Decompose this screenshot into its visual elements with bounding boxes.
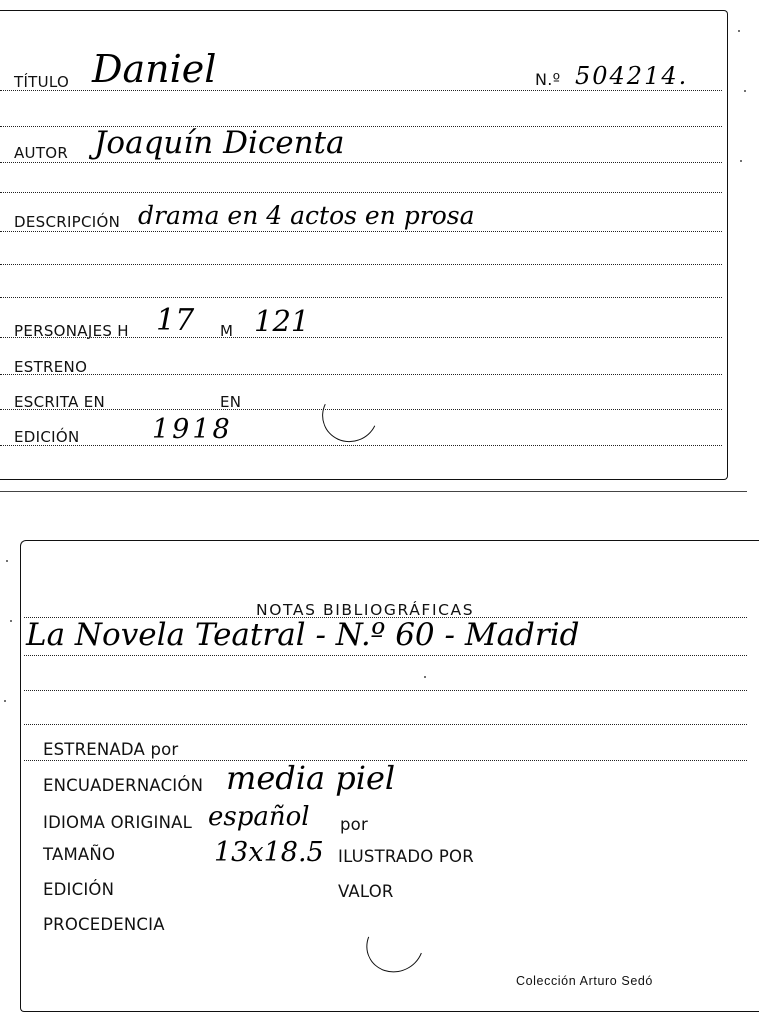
value-notas: La Novela Teatral - N.º 60 - Madrid bbox=[26, 617, 580, 653]
notas-heading: NOTAS BIBLIOGRÁFICAS bbox=[256, 601, 475, 619]
value-numero: 504214. bbox=[575, 62, 689, 90]
label-numero: N.º bbox=[535, 70, 561, 89]
rule bbox=[0, 192, 722, 193]
scan-speck bbox=[4, 700, 6, 702]
label-personajes-m: M bbox=[220, 322, 234, 340]
value-idioma: español bbox=[208, 802, 310, 832]
rule bbox=[0, 162, 722, 163]
scan-speck bbox=[744, 90, 746, 92]
value-edicion: 1918 bbox=[152, 414, 233, 445]
value-encuadernacion: media piel bbox=[226, 759, 396, 797]
value-personajes-m: 121 bbox=[254, 304, 310, 338]
label-ilustrado: ILUSTRADO POR bbox=[338, 847, 474, 866]
scan-speck bbox=[740, 160, 742, 162]
label-procedencia: PROCEDENCIA bbox=[43, 915, 165, 934]
rule bbox=[0, 264, 722, 265]
value-titulo: Daniel bbox=[92, 47, 217, 91]
label-edicion-back: EDICIÓN bbox=[43, 880, 115, 899]
label-edicion: EDICIÓN bbox=[14, 428, 80, 446]
value-autor: Joaquín Dicenta bbox=[94, 125, 345, 161]
label-descripcion: DESCRIPCIÓN bbox=[14, 213, 121, 231]
rule bbox=[24, 655, 747, 656]
rule bbox=[24, 690, 747, 691]
label-autor: AUTOR bbox=[14, 144, 69, 162]
label-en: EN bbox=[220, 393, 242, 411]
label-por: por bbox=[340, 815, 368, 834]
scan-speck bbox=[424, 676, 426, 678]
label-titulo: TÍTULO bbox=[14, 73, 70, 91]
label-estreno: ESTRENO bbox=[14, 358, 88, 376]
scan-speck bbox=[738, 30, 740, 32]
scan-speck bbox=[6, 560, 8, 562]
rule bbox=[0, 445, 722, 446]
colophon: Colección Arturo Sedó bbox=[516, 974, 653, 988]
rule bbox=[0, 297, 722, 298]
label-idioma: IDIOMA ORIGINAL bbox=[43, 813, 192, 832]
rule bbox=[0, 231, 722, 232]
label-encuadernacion: ENCUADERNACIÓN bbox=[43, 776, 204, 795]
value-descripcion: drama en 4 actos en prosa bbox=[138, 201, 475, 230]
value-tamano: 13x18.5 bbox=[214, 837, 324, 868]
scan-speck bbox=[10, 620, 12, 622]
label-valor: VALOR bbox=[338, 882, 394, 901]
label-escrita-en: ESCRITA EN bbox=[14, 393, 106, 411]
rule bbox=[24, 724, 747, 725]
rule bbox=[0, 374, 722, 375]
label-tamano: TAMAÑO bbox=[43, 845, 116, 864]
label-estrenada: ESTRENADA por bbox=[43, 740, 179, 759]
label-personajes-h: PERSONAJES H bbox=[14, 322, 129, 340]
scan-separator bbox=[0, 491, 747, 492]
value-personajes-h: 17 bbox=[156, 303, 195, 338]
